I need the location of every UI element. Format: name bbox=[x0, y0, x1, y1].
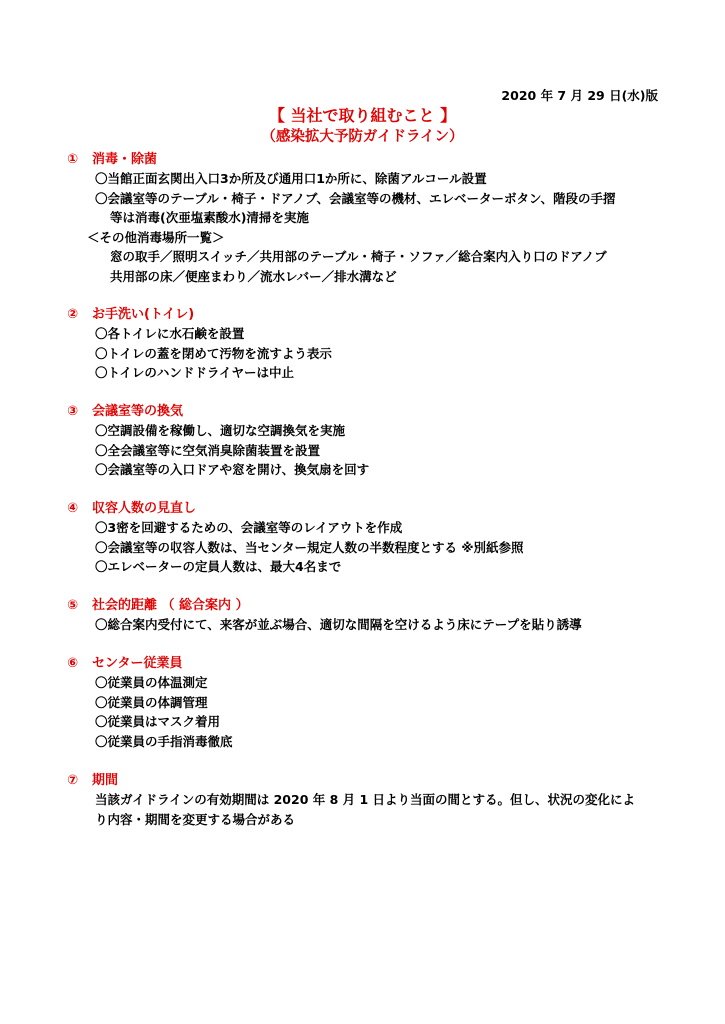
section-capacity bbox=[67, 499, 667, 577]
section-heading bbox=[67, 596, 667, 615]
section-number: ① bbox=[67, 152, 79, 167]
section-heading bbox=[67, 654, 667, 673]
list-item: 〇当館正面玄関出入口3か所及び通用口1か所に、除菌アルコール設置 bbox=[95, 171, 487, 186]
section-employees bbox=[67, 654, 667, 751]
section-title: センター従業員 bbox=[92, 656, 183, 671]
section-title: 社会的距離 （ 総合案内 ） bbox=[92, 598, 249, 613]
list-item: 〇トイレの蓋を閉めて汚物を流すよう表示 bbox=[95, 345, 332, 361]
paragraph-line: り内容・期間を変更する場合がある bbox=[95, 811, 296, 827]
section-ventilation bbox=[67, 402, 667, 480]
section-heading bbox=[67, 305, 667, 324]
document-subtitle: （感染拡大予防ガイドライン） bbox=[261, 129, 464, 145]
list-item: 〇従業員の体温測定 bbox=[95, 675, 208, 690]
section-title: 収容人数の見直し bbox=[92, 501, 197, 516]
list-item: 〇従業員はマスク着用 bbox=[95, 714, 221, 729]
section-number: ⑦ bbox=[67, 773, 79, 788]
section-number: ③ bbox=[67, 404, 79, 419]
list-item: 〇全会議室等に空気消臭除菌装置を設置 bbox=[95, 442, 321, 458]
section-restroom bbox=[67, 305, 667, 383]
list-item: 〇会議室等の入口ドアや窓を開け、換気扇を回す bbox=[95, 462, 370, 477]
paragraph-line: 当該ガイドラインの有効期間は 2020 年 8 月 1 日より当面の間とする。但し、状況の変化によ bbox=[95, 792, 636, 807]
list-item: 〇トイレのハンドドライヤーは中止 bbox=[95, 365, 295, 380]
section-heading bbox=[67, 402, 667, 421]
section-number: ② bbox=[67, 307, 79, 322]
list-item: 〇空調設備を稼働し、適切な空調換気を実施 bbox=[95, 423, 346, 438]
section-title: 消毒・除菌 bbox=[92, 152, 158, 167]
issue-date: 2020 年 7 月 29 日(水)版 bbox=[501, 88, 658, 103]
list-item: 〇従業員の手指消毒徹底 bbox=[95, 733, 233, 749]
list-item: 〇エレベーターの定員人数は、最大4名まで bbox=[95, 559, 342, 574]
list-item: 〇3密を回避するための、会議室等のレイアウトを作成 bbox=[95, 520, 403, 535]
section-heading bbox=[67, 499, 667, 518]
section-heading bbox=[67, 771, 667, 790]
list-item: 共用部の床／便座まわり／流水レバー／排水溝など bbox=[110, 268, 397, 284]
section-title: 期間 bbox=[92, 773, 119, 788]
section-disinfection bbox=[67, 150, 667, 286]
list-item: 〇会議室等のテーブル・椅子・ドアノブ、会議室等の機材、エレベーターボタン、階段の手摺 bbox=[95, 190, 616, 206]
section-period bbox=[67, 771, 667, 829]
section-number: ④ bbox=[67, 501, 79, 516]
document-title: 【 当社で取り組むこと 】 bbox=[268, 106, 457, 125]
section-social-distance bbox=[67, 596, 667, 635]
section-number: ⑥ bbox=[67, 656, 79, 671]
list-item: 〇各トイレに水石鹸を設置 bbox=[95, 326, 245, 341]
list-subheading: ＜その他消毒場所一覧＞ bbox=[87, 229, 225, 245]
list-item: 〇総合案内受付にて、来客が並ぶ場合、適切な間隔を空けるよう床にテープを貼り誘導 bbox=[95, 617, 582, 632]
list-item: 〇従業員の体調管理 bbox=[95, 694, 208, 710]
list-item: 〇会議室等の収容人数は、当センター規定人数の半数程度とする ※別紙参照 bbox=[95, 539, 524, 555]
list-item: 窓の取手／照明スイッチ／共用部のテーブル・椅子・ソファ／総合案内入り口のドアノブ bbox=[110, 249, 607, 264]
section-heading bbox=[67, 150, 667, 169]
section-number: ⑤ bbox=[67, 598, 79, 613]
section-title: お手洗い(トイレ) bbox=[92, 307, 195, 322]
list-item: 等は消毒(次亜塩素酸水)清掃を実施 bbox=[110, 210, 309, 225]
section-title: 会議室等の換気 bbox=[92, 404, 184, 419]
